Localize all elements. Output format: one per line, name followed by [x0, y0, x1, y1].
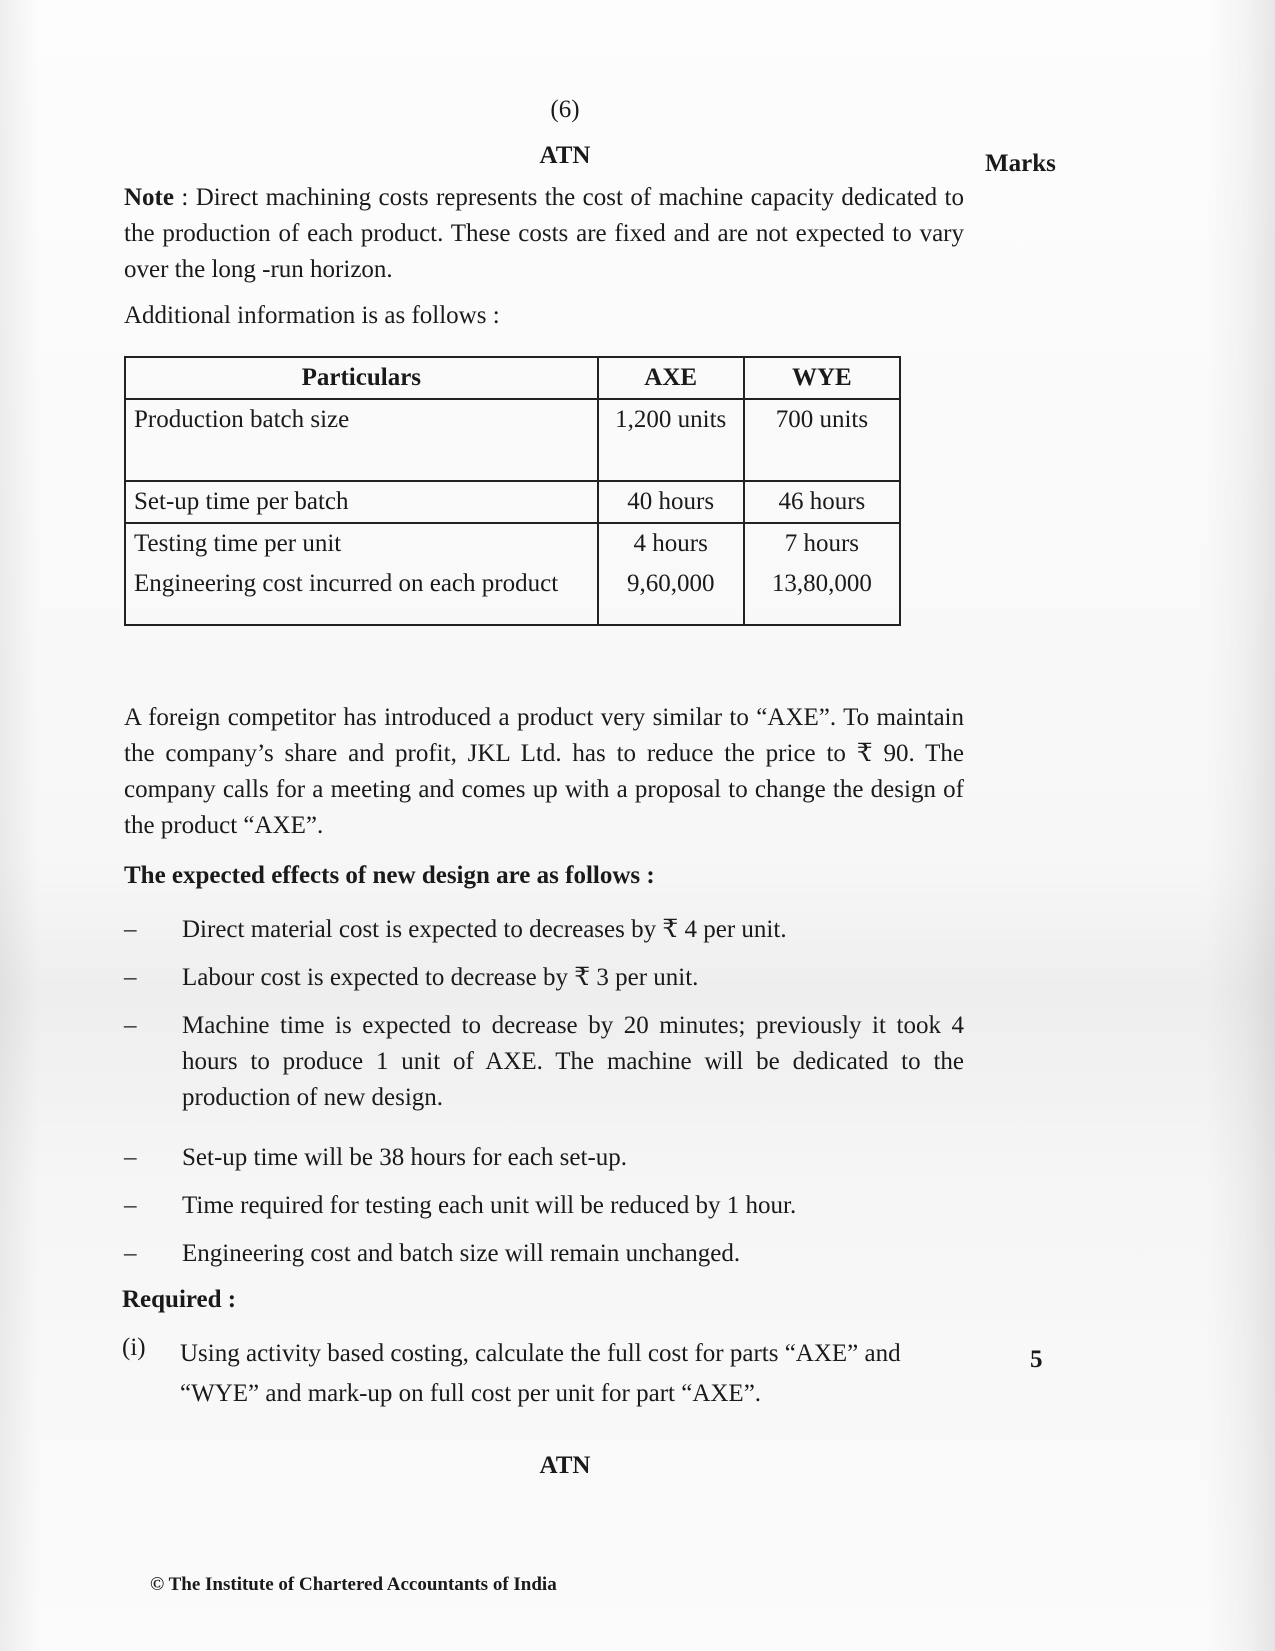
effect-item [124, 1140, 964, 1180]
dash-marker: – [124, 1144, 137, 1171]
dash-marker: – [124, 1240, 137, 1267]
marks-column-heading: Marks [985, 150, 1056, 177]
note-text: : Direct machining costs represents the cost of machine capacity dedicated to the production of each product. These costs are fixed and are not expected to vary over the long -run horizon. [124, 184, 964, 283]
effect-item [124, 912, 964, 952]
effect-item [124, 1188, 964, 1228]
row-axe-value: 1,200 units [598, 399, 744, 481]
effect-text: Direct material cost is expected to decreases by ₹ 4 per unit. [182, 916, 787, 943]
dash-marker: – [124, 964, 137, 991]
effect-text: Machine time is expected to decrease by 20 minutes; previously it took 4 hours to produce 1 unit of AXE. The machine will be dedicated to the production of new design. [182, 1012, 964, 1111]
effect-text: Time required for testing each unit will be reduced by 1 hour. [182, 1192, 797, 1219]
effect-item [124, 1236, 964, 1276]
effect-text: Set-up time will be 38 hours for each set-up. [182, 1144, 628, 1171]
effects-heading: The expected effects of new design are as follows : [124, 862, 655, 889]
additional-info-heading: Additional information is as follows : [124, 302, 500, 329]
table-row [125, 523, 900, 564]
copyright-footer: © The Institute of Chartered Accountants of India [150, 1574, 557, 1595]
row-axe-value: 4 hours [598, 523, 744, 564]
effect-item [124, 960, 964, 1000]
table-row [125, 481, 900, 523]
note-label: Note [124, 184, 174, 211]
dash-marker: – [124, 916, 137, 943]
dash-marker: – [124, 1012, 137, 1039]
page-number: (6) [550, 96, 580, 123]
additional-info-table [124, 356, 901, 626]
question-marks: 5 [1030, 1346, 1043, 1373]
effect-text: Labour cost is expected to decrease by ₹ 3 per unit. [182, 964, 699, 991]
table-row [125, 564, 900, 625]
header-particulars: Particulars [125, 357, 598, 399]
competitor-paragraph: A foreign competitor has introduced a product very similar to “AXE”. To maintain the company’s share and profit, JKL Ltd. has to reduce the price to ₹ 90. The company calls for a meeting and comes up with a proposal to change the design of the product “AXE”. [124, 704, 964, 839]
question-text: Using activity based costing, calculate the full cost for parts “AXE” and “WYE” and mark-up on full cost per unit for part “AXE”. [180, 1340, 901, 1407]
row-particular: Testing time per unit [125, 523, 598, 564]
row-particular: Engineering cost incurred on each product [125, 564, 598, 625]
paper-code-bottom: ATN [539, 1452, 591, 1479]
row-axe-value: 40 hours [598, 481, 744, 523]
row-particular: Set-up time per batch [125, 481, 598, 523]
row-wye-value: 700 units [744, 399, 900, 481]
page-right-shadow [1205, 0, 1275, 1651]
table-header-row [125, 357, 900, 399]
row-wye-value: 13,80,000 [744, 564, 900, 625]
header-axe: AXE [598, 357, 744, 399]
row-wye-value: 7 hours [744, 523, 900, 564]
effect-item [124, 1008, 964, 1124]
header-wye: WYE [744, 357, 900, 399]
row-wye-value: 46 hours [744, 481, 900, 523]
question-number: (i) [122, 1334, 146, 1361]
effect-text: Engineering cost and batch size will remain unchanged. [182, 1240, 741, 1267]
paper-code-top: ATN [539, 142, 591, 169]
required-heading: Required : [122, 1286, 237, 1313]
row-axe-value: 9,60,000 [598, 564, 744, 625]
table-row [125, 399, 900, 481]
note-paragraph [124, 180, 964, 288]
page-left-shadow [0, 0, 40, 1651]
dash-marker: – [124, 1192, 137, 1219]
row-particular: Production batch size [125, 399, 598, 481]
